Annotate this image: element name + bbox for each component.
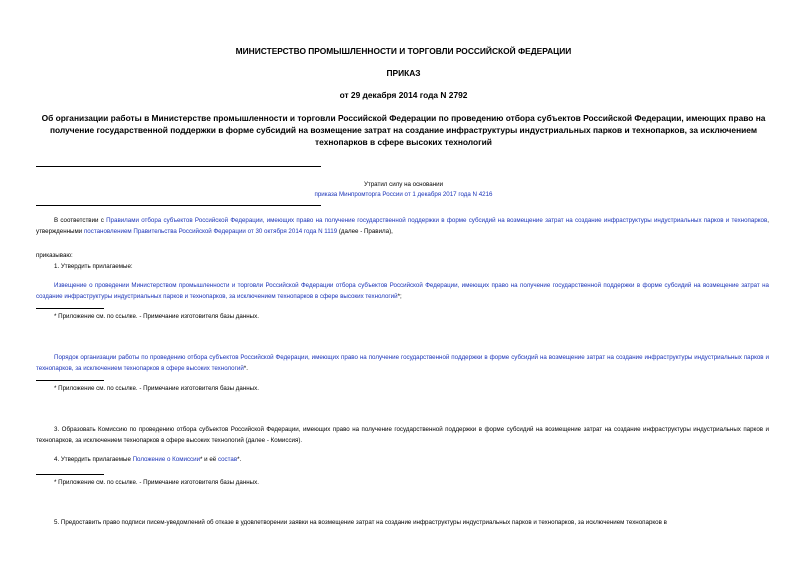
- procedure-paragraph: [36, 353, 769, 374]
- footnote: * Приложение см. по ссылке. - Примечание изготовителя базы данных.: [54, 385, 259, 392]
- footnote-marker: *;: [397, 292, 402, 300]
- item-4-text: *.: [237, 456, 242, 463]
- item-5: 5. Предоставить право подписи писем-уведомлений об отказе в удовлетворении заявки на возмещение затрат на создание инфраструктуры индустриальных парков и технопарков, за исключением технопарков в: [54, 519, 667, 526]
- rules-link[interactable]: Правилами отбора субъектов Российской Федерации, имеющих право на получение государственной поддержки в форме субсидий на возмещение затрат на создание инфраструктуры индустриальных парков и технопарков: [106, 217, 768, 224]
- commission-regulation-link[interactable]: Положение о Комиссии: [132, 456, 201, 463]
- notice-link[interactable]: Извещение о проведении Министерством промышленности и торговли Российской Федерации отбора субъектов Российской Федерации, имеющих право на получение государственной поддержки в форме субсидий на возмещение затрат на создание инфраструктуры индустриальных парков и технопарков, за исключением технопарков в сфере высоких технологий: [36, 282, 769, 300]
- document-title: Об организации работы в Министерстве промышленности и торговли Российской Федерации по проведению отбора субъектов Российской Федерации, имеющих право на получение государственной поддержки в форме субсидий на возмещение затрат на создание инфраструктуры индустриальных парков и технопарков, за исключением технопарков в сфере высоких технологий: [41, 113, 766, 147]
- lost-force-text: Утратил силу на основании: [363, 181, 444, 188]
- preamble-text: (далее - Правила),: [337, 227, 393, 235]
- item-1: 1. Утвердить прилагаемые:: [54, 263, 133, 270]
- item-4: [36, 455, 769, 466]
- item-4-text: * и её: [200, 456, 218, 463]
- footnote: * Приложение см. по ссылке. - Примечание изготовителя базы данных.: [54, 313, 259, 320]
- notice-paragraph: [36, 281, 769, 302]
- divider: [36, 166, 321, 167]
- footnote-divider: [36, 380, 104, 381]
- ministry-heading: МИНИСТЕРСТВО ПРОМЫШЛЕННОСТИ И ТОРГОВЛИ РОССИЙСКОЙ ФЕДЕРАЦИИ: [235, 46, 572, 56]
- document-date: от 29 декабря 2014 года N 2792: [339, 90, 468, 100]
- item-3: 3. Образовать Комиссию по проведению отбора субъектов Российской Федерации, имеющих право на получение государственной поддержки в форме субсидий на возмещение затрат на создание инфраструктуры индустриальных парков и технопарков, за исключением технопарков в сфере высоких технологий (далее - Комиссия).: [36, 426, 769, 444]
- item-4-text: 4. Утвердить прилагаемые: [54, 456, 133, 463]
- footnote-divider: [36, 308, 104, 309]
- footnote-divider: [36, 474, 104, 475]
- commission-composition-link[interactable]: состав: [217, 456, 238, 463]
- document-type-heading: ПРИКАЗ: [386, 68, 421, 78]
- procedure-link[interactable]: Порядок организации работы по проведению отбора субъектов Российской Федерации, имеющих право на получение государственной поддержки в форме субсидий на возмещение затрат на создание инфраструктуры индустриальных парков и технопарков, за исключением технопарков в сфере высоких технологий: [36, 354, 769, 372]
- footnote: * Приложение см. по ссылке. - Примечание изготовителя базы данных.: [54, 479, 259, 486]
- preamble-text: , утвержденными: [36, 217, 770, 235]
- lost-force-link[interactable]: приказа Минпромторга России от 1 декабря 2017 года N 4216: [314, 191, 493, 198]
- resolution-link[interactable]: постановлением Правительства Российской Федерации от 30 октября 2014 года N 1119: [83, 227, 338, 235]
- preamble-text: В соответствии с: [54, 217, 107, 224]
- divider: [36, 205, 321, 206]
- lost-force-notice: [0, 180, 807, 200]
- orders-line: приказываю:: [36, 252, 73, 259]
- footnote-marker: *.: [243, 364, 248, 372]
- preamble-paragraph: [36, 216, 769, 237]
